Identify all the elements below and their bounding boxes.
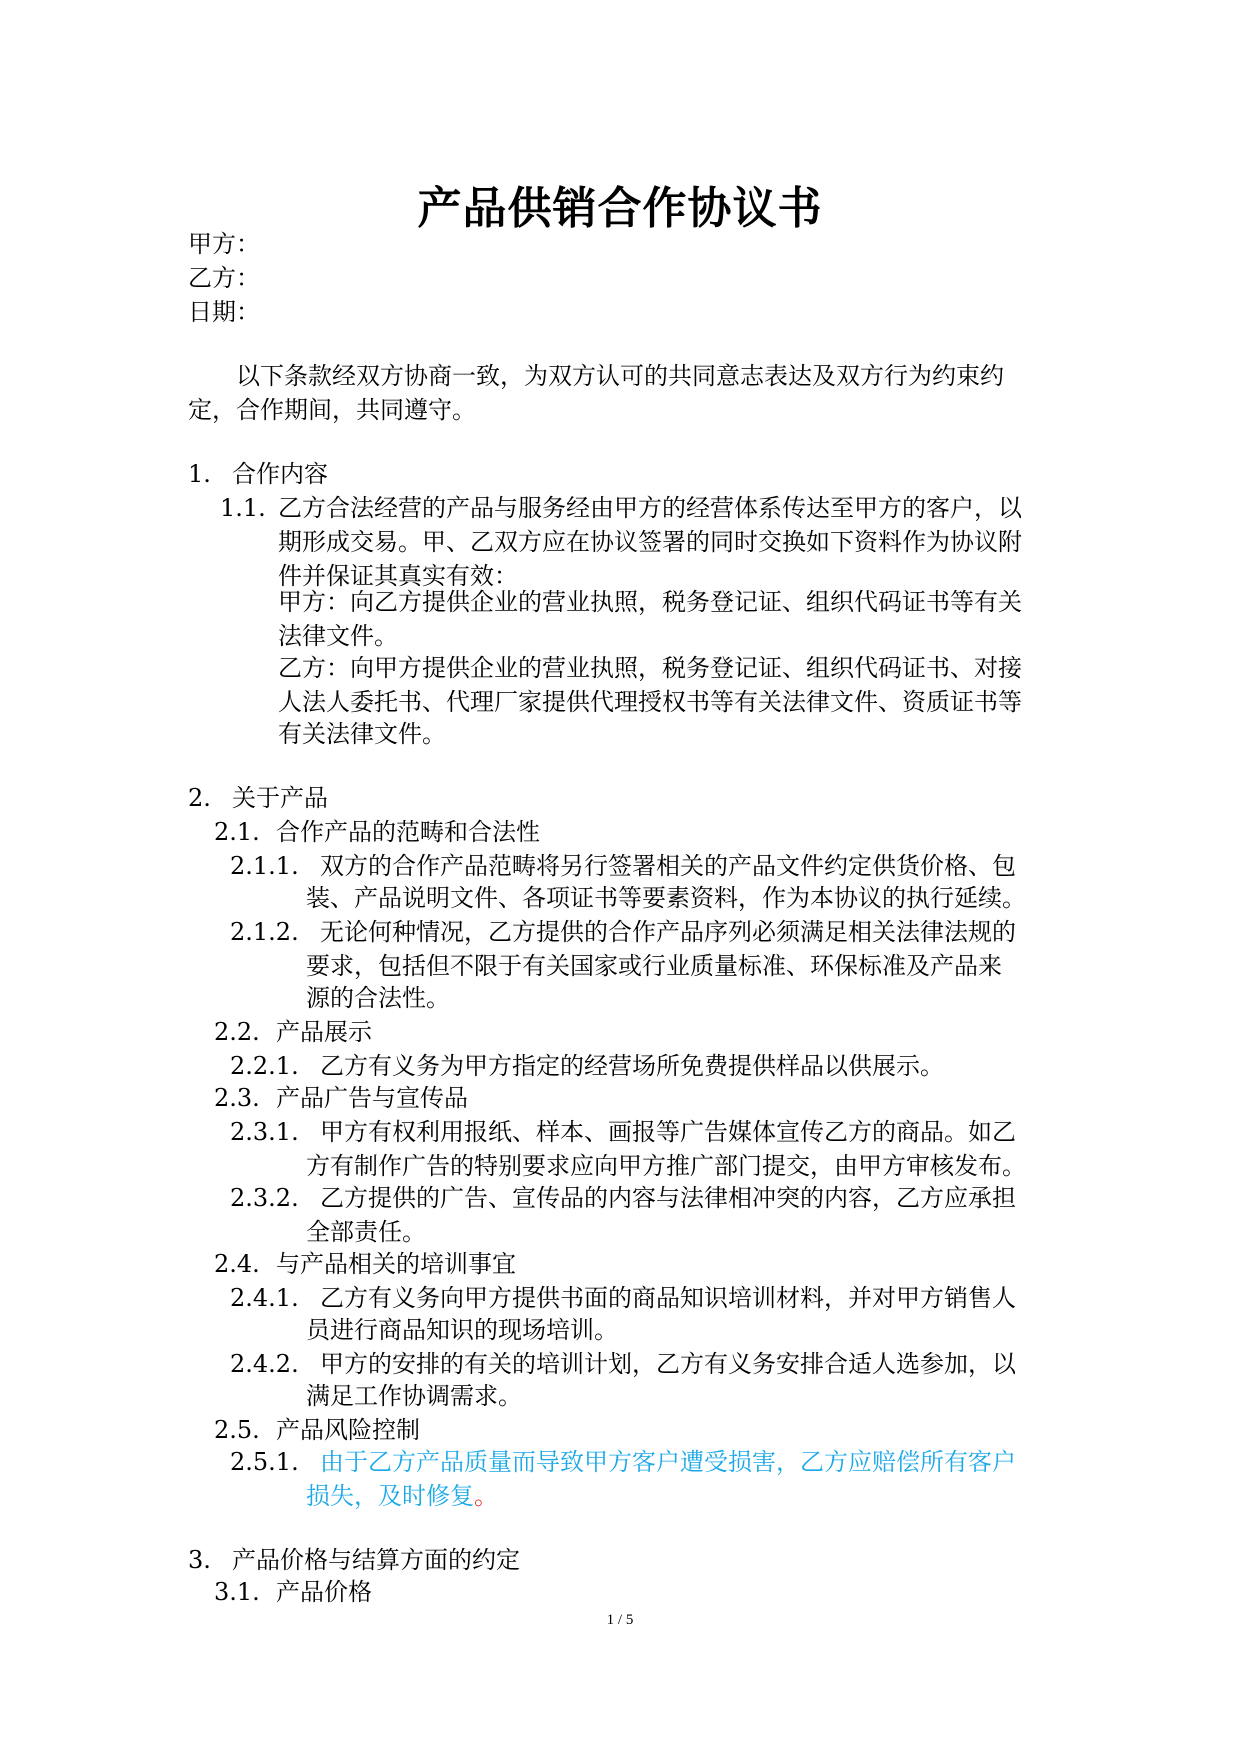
document-title: 产品供销合作协议书 — [417, 183, 823, 234]
clause-line: 件并保证其真实有效： — [278, 562, 518, 590]
clause-heading: 产品展示 — [276, 1018, 372, 1046]
clause-heading: 产品广告与宣传品 — [276, 1084, 468, 1112]
item-line: 员进行商品知识的现场培训。 — [306, 1316, 618, 1344]
item-line: 双方的合作产品范畴将另行签署相关的产品文件约定供货价格、包 — [320, 852, 1016, 880]
page-number: 1 / 5 — [606, 1612, 634, 1628]
clause-line: 法律文件。 — [278, 622, 398, 650]
item-line: 乙方有义务为甲方指定的经营场所免费提供样品以供展示。 — [320, 1052, 944, 1080]
item-line: 乙方有义务向甲方提供书面的商品知识培训材料，并对甲方销售人 — [320, 1284, 1016, 1312]
clause-line: 人法人委托书、代理厂家提供代理授权书等有关法律文件、资质证书等 — [278, 688, 1022, 716]
clause-heading: 产品价格 — [276, 1578, 372, 1606]
item-line: 源的合法性。 — [306, 984, 450, 1012]
section-heading: 产品价格与结算方面的约定 — [232, 1546, 520, 1574]
item-line: 甲方的安排的有关的培训计划，乙方有义务安排合适人选参加，以 — [320, 1350, 1016, 1378]
item-number: 2.4.2. — [230, 1350, 299, 1378]
item-line: 装、产品说明文件、各项证书等要素资料，作为本协议的执行延续。 — [306, 884, 1026, 912]
clause-line: 乙方合法经营的产品与服务经由甲方的经营体系传达至甲方的客户，以 — [278, 494, 1022, 522]
item-number: 2.4.1. — [230, 1284, 299, 1312]
party-b-field: 乙方： — [188, 264, 260, 292]
item-line: 无论何种情况，乙方提供的合作产品序列必须满足相关法律法规的 — [320, 918, 1016, 946]
section-number: 3. — [188, 1546, 211, 1574]
item-line: 要求，包括但不限于有关国家或行业质量标准、环保标准及产品来 — [306, 952, 1002, 980]
item-line: 全部责任。 — [306, 1218, 426, 1246]
clause-heading: 与产品相关的培训事宜 — [276, 1250, 516, 1278]
item-number: 2.3.2. — [230, 1184, 299, 1212]
accent-punctuation: 。 — [474, 1482, 498, 1510]
section-heading: 关于产品 — [232, 784, 328, 812]
item-number: 2.3.1. — [230, 1118, 299, 1146]
intro-line: 以下条款经双方协商一致，为双方认可的共同意志表达及双方行为约束约 — [236, 362, 1004, 390]
highlighted-item-line: 由于乙方产品质量而导致甲方客户遭受损害，乙方应赔偿所有客户 — [320, 1448, 1016, 1476]
clause-number: 2.2. — [214, 1018, 260, 1046]
party-a-field: 甲方： — [188, 230, 260, 258]
section-heading: 合作内容 — [232, 460, 328, 488]
clause-heading: 合作产品的范畴和合法性 — [276, 818, 540, 846]
intro-line: 定，合作期间，共同遵守。 — [188, 396, 476, 424]
clause-number: 2.3. — [214, 1084, 260, 1112]
clause-line: 期形成交易。甲、乙双方应在协议签署的同时交换如下资料作为协议附 — [278, 528, 1022, 556]
clause-line: 乙方：向甲方提供企业的营业执照，税务登记证、组织代码证书、对接 — [278, 654, 1022, 682]
clause-number: 1.1. — [220, 494, 266, 522]
clause-line: 有关法律文件。 — [278, 720, 446, 748]
item-line: 甲方有权利用报纸、样本、画报等广告媒体宣传乙方的商品。如乙 — [320, 1118, 1016, 1146]
item-line: 方有制作广告的特别要求应向甲方推广部门提交，由甲方审核发布。 — [306, 1152, 1026, 1180]
item-number: 2.1.1. — [230, 852, 299, 880]
section-number: 1. — [188, 460, 211, 488]
item-number: 2.2.1. — [230, 1052, 299, 1080]
clause-number: 2.1. — [214, 818, 260, 846]
date-field: 日期： — [188, 298, 260, 326]
item-number: 2.1.2. — [230, 918, 299, 946]
highlighted-item-line-wrap — [306, 1480, 498, 1512]
item-line: 乙方提供的广告、宣传品的内容与法律相冲突的内容，乙方应承担 — [320, 1184, 1016, 1212]
highlighted-text: 损失，及时修复 — [306, 1482, 474, 1510]
section-number: 2. — [188, 784, 211, 812]
clause-heading: 产品风险控制 — [276, 1416, 420, 1444]
item-line: 满足工作协调需求。 — [306, 1382, 522, 1410]
clause-number: 2.4. — [214, 1250, 260, 1278]
item-number: 2.5.1. — [230, 1448, 299, 1476]
clause-number: 2.5. — [214, 1416, 260, 1444]
clause-number: 3.1. — [214, 1578, 260, 1606]
clause-line: 甲方：向乙方提供企业的营业执照，税务登记证、组织代码证书等有关 — [278, 588, 1022, 616]
